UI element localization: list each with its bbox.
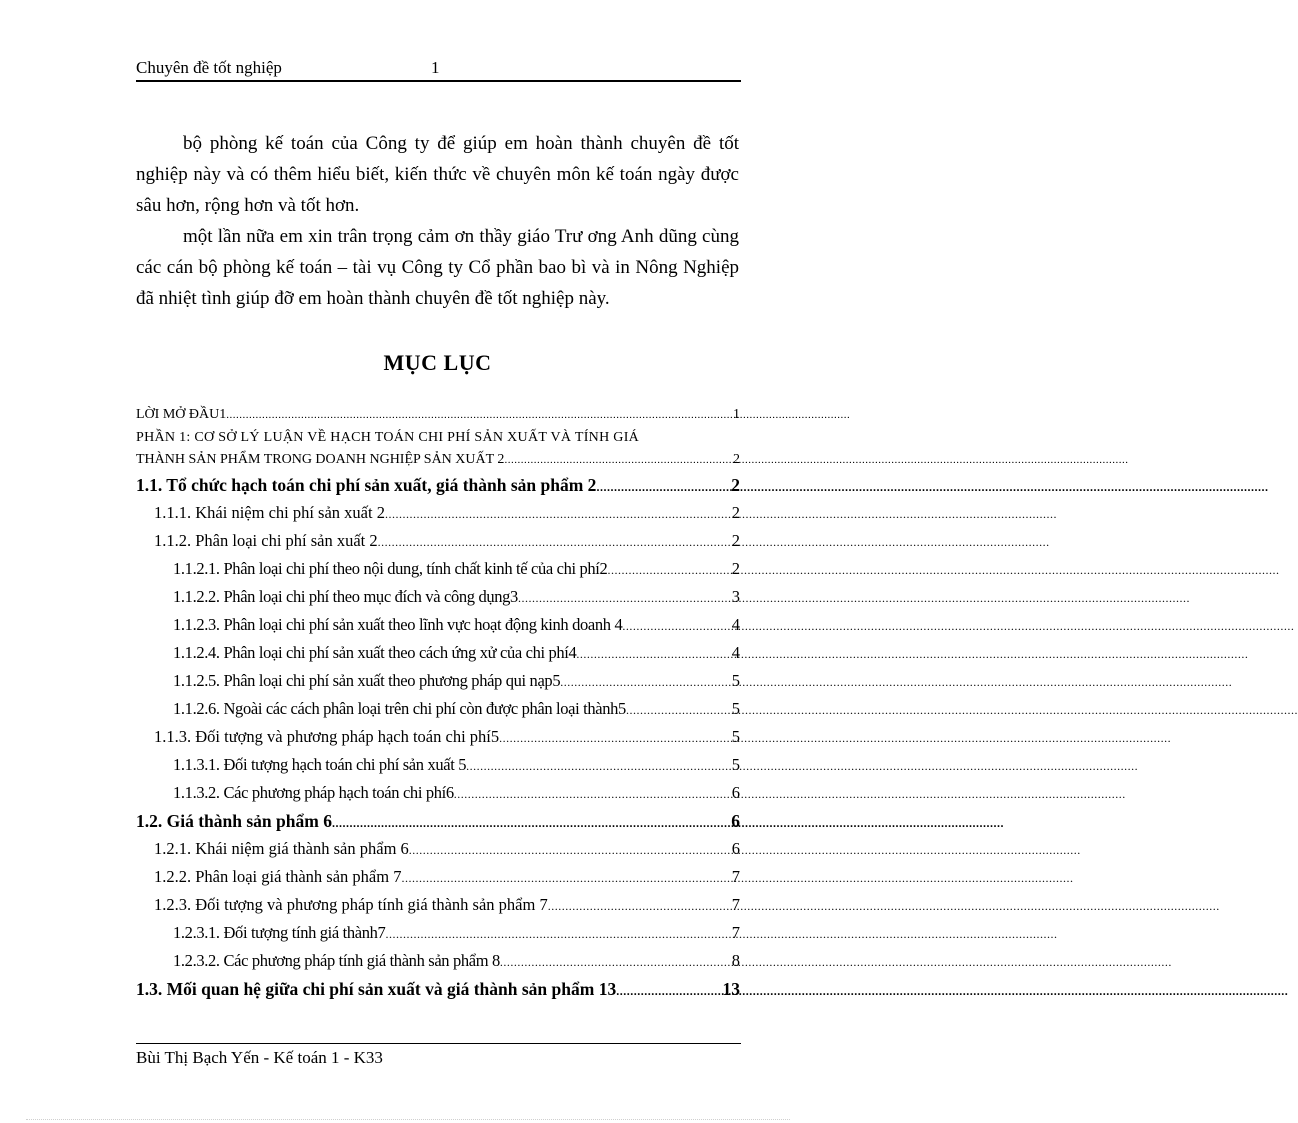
toc-entry-title: PHẦN 1: CƠ SỞ LÝ LUẬN VỀ HẠCH TOÁN CHI PHÍ SẢN XUẤT VÀ TÍNH GIÁ: [136, 430, 640, 445]
toc-entry[interactable]: [136, 835, 740, 863]
toc-entry-title: 1.2.1. Khái niệm giá thành sản phẩm 6: [154, 839, 409, 858]
toc-entry-page: 6: [731, 783, 740, 802]
toc-entry-page: 5: [731, 671, 740, 690]
toc-entry[interactable]: [136, 667, 740, 695]
toc-entry-title: 1.1.2. Phân loại chi phí sản xuất 2: [154, 531, 378, 550]
toc-entry-title: LỜI MỞ ĐẦU1: [136, 407, 227, 422]
toc-entry-page: 2: [733, 452, 740, 467]
toc-entry-title: 1.1. Tổ chức hạch toán chi phí sản xuất, giá thành sản phẩm 2: [136, 475, 597, 495]
toc-entry-page: 5: [731, 699, 740, 718]
toc-entry-page: 13: [722, 979, 740, 999]
toc-entry-page: 5: [731, 727, 740, 746]
toc-entry-title: THÀNH SẢN PHẨM TRONG DOANH NGHIỆP SẢN XUẤT 2: [136, 452, 505, 467]
toc-leader: [622, 612, 731, 640]
header-title: Chuyên đề tốt nghiệp: [136, 58, 282, 77]
toc-entry-page: 4: [731, 615, 740, 634]
toc-entry-title: 1.1.3.2. Các phương pháp hạch toán chi phí6: [173, 783, 454, 802]
toc-entry-page: 1: [733, 407, 740, 422]
toc-entry[interactable]: [136, 891, 740, 919]
toc-leader: [576, 640, 731, 668]
toc-entry-title: 1.3. Mối quan hệ giữa chi phí sản xuất và giá thành sản phẩm 13: [136, 979, 617, 999]
toc-entry-title: 1.1.2.1. Phân loại chi phí theo nội dung, tính chất kinh tế của chi phí2: [173, 559, 608, 578]
toc-entry-title: 1.1.2.2. Phân loại chi phí theo mục đích và công dụng3: [173, 587, 518, 606]
toc-entry[interactable]: [136, 975, 740, 1003]
page-footer: [136, 1043, 741, 1068]
toc-entry-title: 1.1.3.1. Đối tượng hạch toán chi phí sản xuất 5: [173, 755, 467, 774]
toc-entry[interactable]: [136, 611, 740, 639]
toc-entry[interactable]: [136, 403, 740, 427]
toc-entry-title: 1.2.3. Đối tượng và phương pháp tính giá thành sản phẩm 7: [154, 895, 548, 914]
toc-entry-page: 2: [731, 503, 740, 522]
toc-entry-page: 2: [731, 559, 740, 578]
toc-entry-page: 5: [731, 755, 740, 774]
toc-leader: [499, 724, 732, 752]
footer-author: Bùi Thị Bạch Yến - Kế toán 1 - K33: [136, 1048, 383, 1067]
toc-entry-page: 2: [731, 531, 740, 550]
toc-entry-title: 1.1.2.3. Phân loại chi phí sản xuất theo lĩnh vực hoạt động kinh doanh 4: [173, 615, 623, 634]
toc-leader: [401, 864, 731, 892]
toc-entry-line[interactable]: [136, 427, 740, 449]
toc-entry[interactable]: [136, 639, 740, 667]
toc-entry-page: 6: [731, 839, 740, 858]
toc-entry-page: 7: [731, 923, 740, 942]
toc-entry-page: 7: [731, 895, 740, 914]
toc-leader: [626, 696, 732, 724]
toc-leader: [548, 892, 732, 920]
toc-leader: [385, 920, 731, 948]
toc-entry-title: 1.1.3. Đối tượng và phương pháp hạch toán chi phí5: [154, 727, 500, 746]
toc-entry[interactable]: [136, 695, 740, 723]
toc-leader: [596, 473, 731, 501]
toc-entry[interactable]: [136, 583, 740, 611]
toc-entry-title: 1.1.2.6. Ngoài các cách phân loại trên chi phí còn được phân loại thành5: [173, 699, 626, 718]
toc-leader: [466, 752, 732, 780]
toc-entry-page: 2: [731, 475, 740, 495]
toc-entry[interactable]: [136, 471, 740, 499]
toc-leader: [454, 780, 732, 808]
toc-leader: [607, 556, 731, 584]
toc-entry-title: 1.2. Giá thành sản phẩm 6: [136, 811, 332, 831]
page-header: [136, 58, 741, 82]
paragraph: bộ phòng kế toán của Công ty để giúp em hoàn thành chuyên đề tốt nghiệp này và có thêm hiểu biết, kiến thức về chuyên môn kế toán ngày được sâu hơn, rộng hơn và tốt hơn.: [136, 133, 739, 216]
toc-leader: [560, 668, 732, 696]
toc-entry-title: 1.2.2. Phân loại giá thành sản phẩm 7: [154, 867, 402, 886]
page-edge-divider: [26, 1119, 790, 1120]
toc-entry-page: 7: [731, 867, 740, 886]
toc-leader: [378, 528, 732, 556]
toc-entry[interactable]: [136, 751, 740, 779]
toc-entry[interactable]: [136, 555, 740, 583]
toc-entry-title: 1.1.2.4. Phân loại chi phí sản xuất theo cách ứng xử của chi phí4: [173, 643, 577, 662]
toc-entry[interactable]: [136, 947, 740, 975]
toc-entry[interactable]: [136, 527, 740, 555]
toc-entry-title: 1.2.3.1. Đối tượng tính giá thành7: [173, 923, 386, 942]
toc-leader: [518, 584, 732, 612]
header-page-number: 1: [431, 58, 440, 77]
toc-entry[interactable]: [136, 863, 740, 891]
toc-entry[interactable]: [136, 499, 740, 527]
toc-entry-page: 4: [731, 643, 740, 662]
toc-entry-title: 1.1.1. Khái niệm chi phí sản xuất 2: [154, 503, 385, 522]
body-text: [136, 128, 739, 314]
toc-entry[interactable]: [136, 807, 740, 835]
toc-entry[interactable]: [136, 919, 740, 947]
table-of-contents: [136, 403, 740, 1003]
toc-entry-title: 1.1.2.5. Phân loại chi phí sản xuất theo phương pháp qui nạp5: [173, 671, 561, 690]
toc-entry[interactable]: [136, 449, 740, 471]
toc-leader: [385, 500, 732, 528]
toc-leader: [226, 403, 733, 427]
toc-leader: [504, 449, 733, 471]
toc-entry[interactable]: [136, 779, 740, 807]
toc-entry-page: 6: [731, 811, 740, 831]
toc-entry-page: 3: [731, 587, 740, 606]
toc-leader: [616, 977, 722, 1005]
toc-leader: [500, 948, 732, 976]
toc-leader: [332, 809, 731, 837]
paragraph: một lần nữa em xin trân trọng cảm ơn thầy giáo Trư ơng Anh dũng cùng các cán bộ phòng kế toán – tài vụ Công ty Cổ phần bao bì và in Nông Nghiệp đã nhiệt tình giúp đỡ em hoàn thành chuyên đề tốt nghiệp này.: [136, 226, 739, 309]
toc-heading: MỤC LỤC: [383, 350, 492, 375]
toc-entry-title: 1.2.3.2. Các phương pháp tính giá thành sản phẩm 8: [173, 951, 500, 970]
toc-entry-page: 8: [731, 951, 740, 970]
toc-leader: [409, 836, 732, 864]
toc-entry[interactable]: [136, 723, 740, 751]
